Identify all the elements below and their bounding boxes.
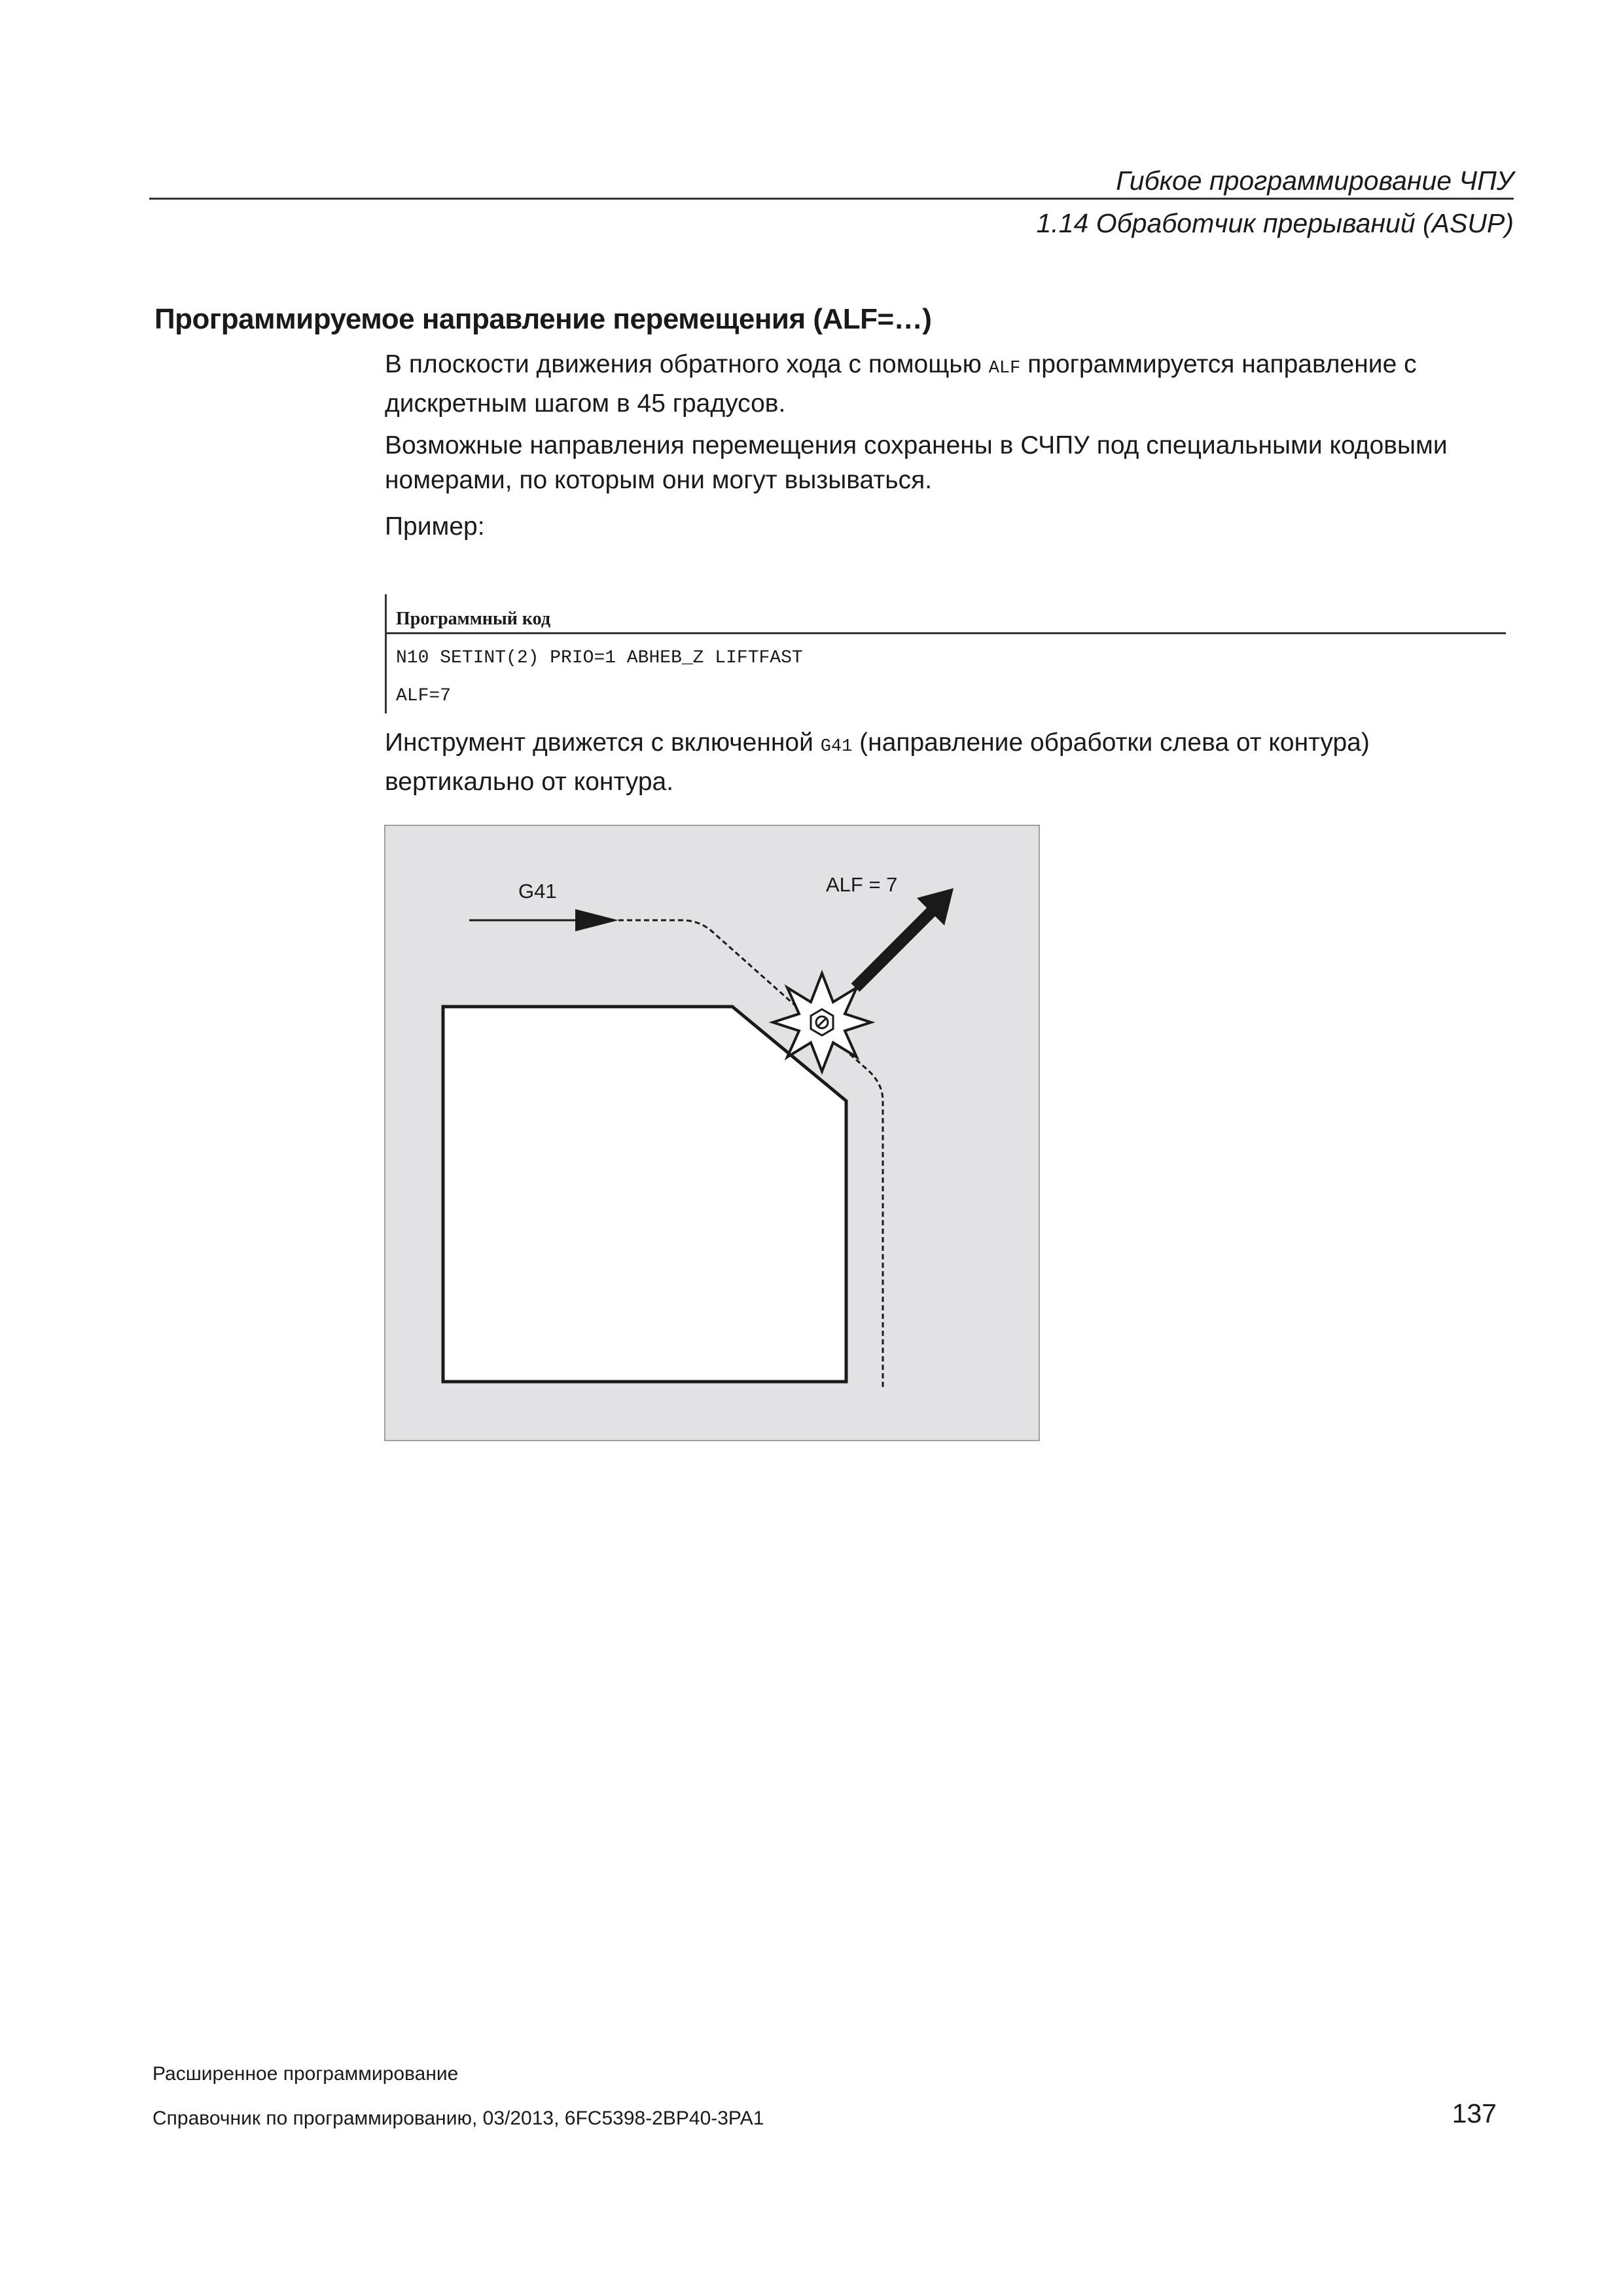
label-g41: G41	[518, 880, 557, 903]
paragraph-text: программируется направление с дискретным шагом в 45 градусов.	[385, 350, 1417, 418]
code-block-rule	[387, 632, 1506, 634]
footer-book-title: Расширенное программирование	[152, 2063, 459, 2085]
code-block-header: Программный код	[396, 609, 551, 629]
paragraph-example: Пример:	[385, 512, 485, 541]
header-title: Гибкое программирование ЧПУ	[1116, 166, 1514, 196]
paragraph-tool-motion	[385, 725, 1510, 799]
paragraph-directions: Возможные направления перемещения сохранены в СЧПУ под специальными кодовыми номерами, по которым они могут вызываться.	[385, 431, 1448, 494]
paragraph-text: Инструмент движется с включенной	[385, 728, 821, 757]
figure-alf-diagram	[384, 825, 1040, 1441]
inline-code: ALF	[988, 359, 1021, 378]
section-title: Программируемое направление перемещения (ALF=…)	[154, 303, 932, 335]
g41-direction-arrow	[575, 909, 618, 931]
header-subtitle: 1.14 Обработчик прерываний (ASUP)	[1036, 208, 1514, 238]
retract-arrow-shaft	[855, 911, 932, 988]
label-alf: ALF = 7	[826, 873, 898, 896]
code-block	[385, 594, 1506, 713]
page-number: 137	[1452, 2098, 1497, 2128]
paragraph-text: (направление обработки слева от контура) вертикально от контура.	[385, 728, 1370, 796]
code-line: ALF=7	[396, 686, 452, 706]
paragraph-alf-intro	[385, 347, 1510, 421]
footer-edition: Справочник по программированию, 03/2013, 6FC5398-2BP40-3PA1	[152, 2108, 764, 2129]
header-rule	[149, 198, 1514, 200]
code-line: N10 SETINT(2) PRIO=1 ABHEB_Z LIFTFAST	[396, 648, 803, 668]
paragraph-text: В плоскости движения обратного хода с помощью	[385, 350, 989, 378]
workpiece-contour	[443, 1007, 846, 1382]
inline-code: G41	[820, 737, 853, 757]
figure-svg	[385, 826, 1039, 1440]
